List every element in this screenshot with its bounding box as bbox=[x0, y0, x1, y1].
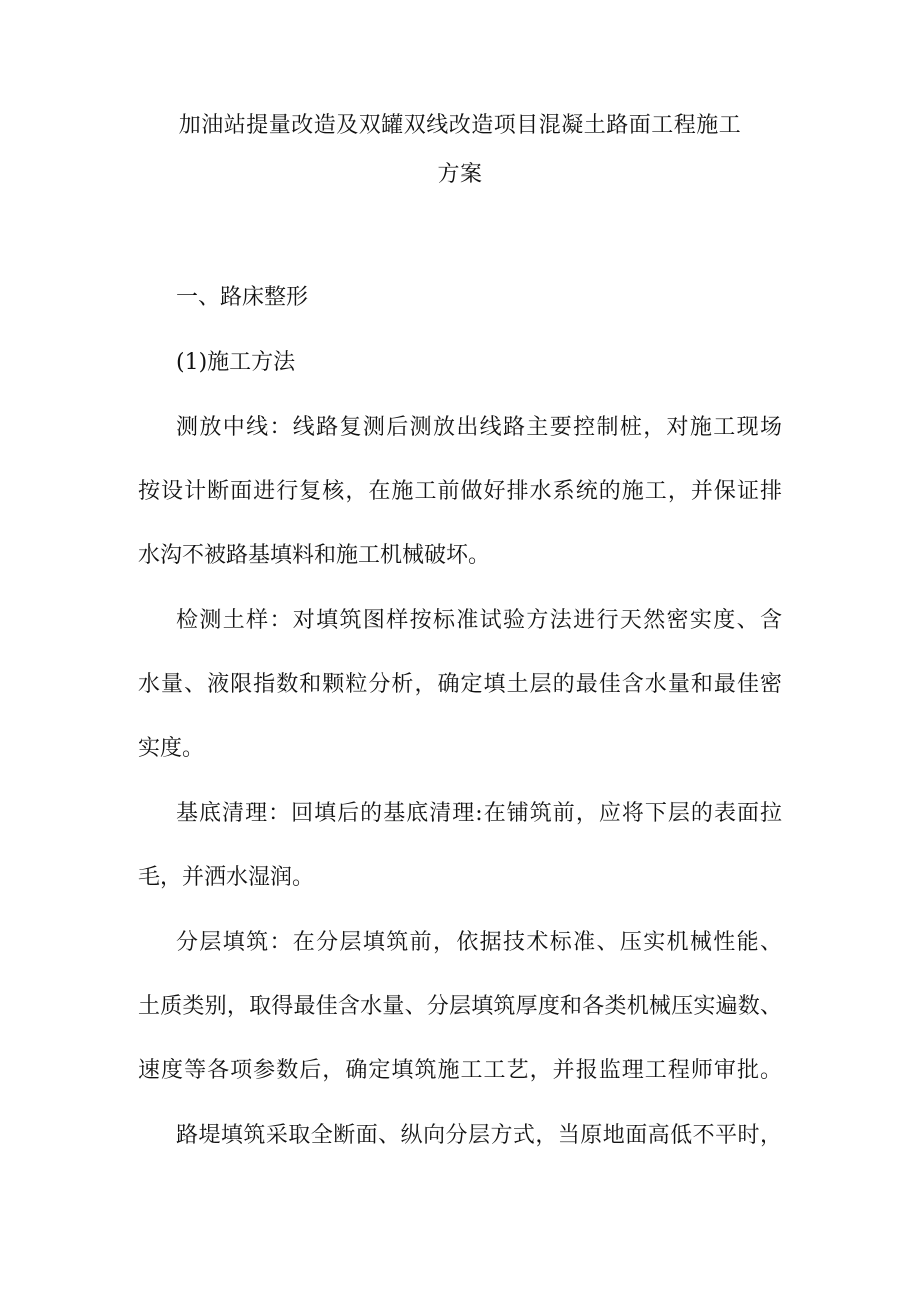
paragraph-soil-test-line-3: 实度。 bbox=[138, 736, 205, 761]
paragraph-layered-filling-line-1: 分层填筑：在分层填筑前，依据技术标准、压实机械性能、 bbox=[176, 930, 782, 955]
paragraph-layered-filling-line-2: 土质类别，取得最佳含水量、分层填筑厚度和各类机械压实遍数、 bbox=[138, 994, 782, 1019]
subsection-heading-construction-method: (1)施工方法 bbox=[176, 350, 296, 375]
paragraph-soil-test-line-1: 检测土样：对填筑图样按标准试验方法进行天然密实度、含 bbox=[176, 608, 782, 633]
paragraph-soil-test-line-2: 水量、液限指数和颗粒分析，确定填土层的最佳含水量和最佳密 bbox=[138, 672, 782, 697]
document-title-line-2: 方案 bbox=[437, 162, 483, 187]
section-heading-subgrade-shaping: 一、路床整形 bbox=[176, 285, 309, 310]
paragraph-base-cleaning-line-1: 基底清理：回填后的基底清理:在铺筑前，应将下层的表面拉 bbox=[176, 801, 782, 826]
paragraph-centerline-line-3: 水沟不被路基填料和施工机械破坏。 bbox=[138, 543, 491, 568]
paragraph-base-cleaning-line-2: 毛，并洒水湿润。 bbox=[138, 865, 315, 890]
paragraph-centerline-line-2: 按设计断面进行复核，在施工前做好排水系统的施工，并保证排 bbox=[138, 479, 782, 504]
document-title-line-1: 加油站提量改造及双罐双线改造项目混凝土路面工程施工 bbox=[178, 113, 742, 138]
paragraph-layered-filling-line-3: 速度等各项参数后，确定填筑施工工艺，并报监理工程师审批。 bbox=[138, 1058, 782, 1083]
paragraph-centerline-line-1: 测放中线：线路复测后测放出线路主要控制桩，对施工现场 bbox=[176, 415, 782, 440]
paragraph-embankment-line-1: 路堤填筑采取全断面、纵向分层方式，当原地面高低不平时， bbox=[176, 1123, 782, 1148]
